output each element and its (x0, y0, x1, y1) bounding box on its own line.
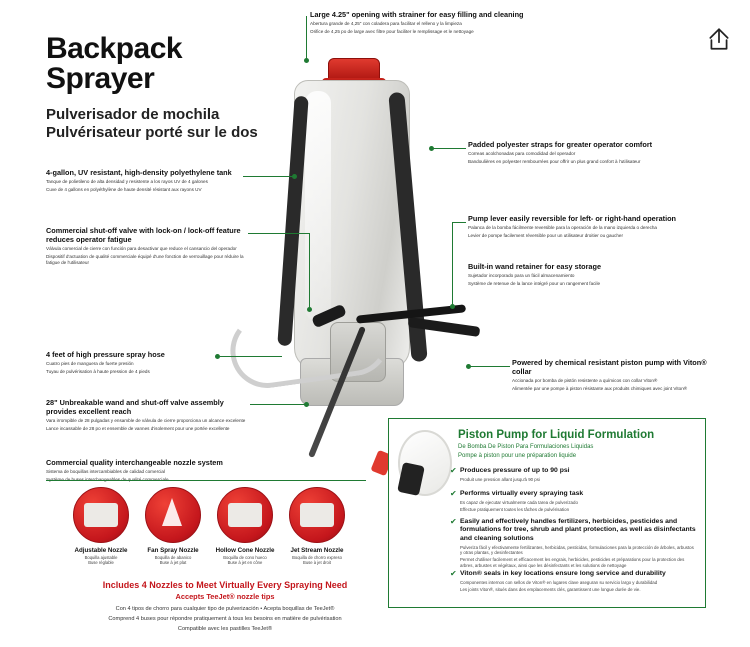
nozzle-glyph (84, 503, 118, 527)
pump-bullet-es: Produit une pression allant jusqu'à 90 psi (460, 476, 540, 482)
callout-leader-line (250, 404, 306, 405)
callout-leader-line (220, 356, 282, 357)
callout-es: Palanca de la bomba fácilmente reversible para la operación de la mano izquierda o derecha (468, 225, 657, 230)
nozzle-glyph (300, 503, 334, 527)
check-icon: ✔ (450, 489, 457, 498)
product-photo (250, 22, 500, 462)
callout-title: Commercial shut-off valve with lock-on / lock-off feature reduces operator fatigue (46, 226, 241, 244)
nozzle-label-es: Boquilla ajustable (84, 555, 118, 560)
callout-es: Sistema de boquillas intercambiables de calidad comercial (46, 469, 165, 474)
callout-es: Sujetador incorporado para un fácil almacenamiento (468, 273, 575, 278)
pump-panel-subtitle-es: De Bomba De Piston Para Formulaciones Liquidas (458, 444, 594, 450)
promo-line-5: Compatible avec les pastilles TeeJet® (177, 626, 273, 632)
page-subtitle-es: Pulverisador de mochila (46, 106, 220, 123)
pump-bullet-fr: Les joints Viton®, situés dans des emplacements clés, garantissent une longue durée de vie. (460, 587, 641, 592)
nozzle-label-es: Boquilla de cono hueco (223, 555, 267, 560)
nozzle-gallery (70, 487, 370, 567)
promo-line-2: Accepts TeeJet® nozzle tips (175, 592, 275, 601)
nozzle-label: Hollow Cone Nozzle (215, 547, 275, 554)
callout-leader-line (306, 16, 307, 62)
callout-dot (466, 364, 471, 369)
callout-leader-line (452, 222, 466, 223)
callout-dot (304, 58, 309, 63)
callout-es: Tanque de polietileno de alta densidad y resistente a los rayos UV de 4 galones (46, 179, 208, 184)
callout-fr: Cuve de 4 gallons en polyéthylène de haute densité résistant aux rayons UV (46, 187, 202, 192)
pump-bullet-fr: Effectue pratiquement toutes les tâches de pulvérisation (460, 507, 570, 512)
check-icon: ✔ (450, 466, 457, 475)
nozzle-label: Jet Stream Nozzle (290, 547, 344, 554)
callout-leader-line (432, 148, 466, 149)
pump-bullet-fr: Permet d'utiliser facilement et efficacement les engrais, herbicides, pesticides et préparations pour la protection des arbres, arbustes et végétaux, ainsi que les désinfectants et les solutions de nettoyage (460, 557, 685, 568)
pump-bullet-title: Viton® seals in key locations ensure long service and durability (460, 570, 666, 577)
page-title-line1: Backpack (46, 32, 183, 65)
nozzle-label: Fan Spray Nozzle (147, 547, 199, 554)
callout-fr: Orifice de 4,25 po de large avec filtre pour faciliter le remplissage et le nettoyage (310, 29, 474, 34)
pump-bullet-title: Performs virtually every spraying task (460, 490, 584, 497)
callout-title: Padded polyester straps for greater operator comfort (468, 140, 653, 149)
pump-bullet-es: Es capaz de ejecutar virtualmente cada tarea de pulverizado (460, 499, 578, 505)
piston-pump-image (392, 424, 458, 510)
promo-line-3: Con 4 tipos de chorro para cualquier tipo de pulverización • Acepta boquillas de TeeJet® (115, 606, 335, 612)
nozzle-photo (289, 487, 345, 543)
callout-leader-line (470, 366, 510, 367)
callout-es: Abertura grande de 4,25" con coladera para facilitar el relleno y la limpieza (310, 21, 462, 26)
nozzle-label-fr: Buse à jet droit (303, 560, 331, 566)
callout-title: Built-in wand retainer for easy storage (468, 262, 601, 271)
page-subtitle-fr: Pulvérisateur porté sur le dos (46, 124, 258, 141)
callout-title: Commercial quality interchangeable nozzle system (46, 458, 223, 467)
callout-wand-assembly (46, 398, 246, 432)
callout-tank (46, 168, 241, 193)
callout-wand-retainer (468, 262, 658, 287)
callout-fr: Alimentée par une pompe à piston résistante aux produits chimiques avec joint Viton® (512, 386, 688, 391)
callout-leader-line (309, 233, 310, 311)
check-icon: ✔ (450, 517, 457, 526)
callout-dot (292, 174, 297, 179)
callout-es: Cuatro pies de manguera de fuerte presión (46, 361, 134, 366)
callout-title: Pump lever easily reversible for left- or right-hand operation (468, 214, 677, 223)
page-title (46, 34, 182, 94)
pump-panel-subtitle-fr: Pompe à piston pour une préparation liquide (458, 453, 577, 459)
nozzle-item-jet-stream[interactable] (286, 487, 348, 566)
callout-title: Powered by chemical resistant piston pump with Viton® collar (512, 358, 707, 376)
callout-fr: Système de retenue de la lance intégré pour un rangement facile (468, 281, 601, 286)
callout-dot (215, 354, 220, 359)
callout-fr: Bandoulières en polyester rembourrées pour offrir un plus grand confort à l'utilisateur (468, 159, 641, 164)
nozzle-glyph (228, 503, 262, 527)
callout-es: Accionada por bomba de pistón resistente a químicos con collar Viton® (512, 378, 658, 383)
promo-line-4: Comprend 4 buses pour répondre pratiquement à tous les besoins en matière de pulvérisation (108, 616, 342, 622)
callout-title: 4 feet of high pressure spray hose (46, 350, 165, 359)
callout-fr: Levier de pompe facilement réversible pour un utilisateur droitier ou gaucher (468, 233, 623, 238)
nozzle-label-fr: Buse à jet en cône (227, 560, 263, 566)
nozzle-label-es: Boquilla de chorro expreso (292, 555, 342, 560)
nozzle-label-fr: Buse réglable (88, 560, 114, 566)
nozzle-photo (217, 487, 273, 543)
pump-bullet-es: Pulveriza fácil y efectivamente fertilizantes, herbicidas, pesticidas, formulaciones para la protección de árboles, arbustos y otras plantas, y desinfectantes (460, 544, 694, 556)
pump-bullet (450, 569, 696, 593)
callout-es: Correas acolchonadas para comodidad del operador (468, 151, 576, 156)
callout-piston-pump (512, 358, 712, 392)
callout-title: 4-gallon, UV resistant, high-density polyethylene tank (46, 168, 232, 177)
callout-dot (307, 307, 312, 312)
nozzle-label-fr: Buse à jet plat (159, 560, 187, 566)
nozzle-item-fan-spray[interactable] (142, 487, 204, 566)
promo-line-1: Includes 4 Nozzles to Meet Virtually Every Spraying Need (102, 580, 348, 590)
share-icon[interactable] (702, 22, 736, 56)
nozzle-label: Adjustable Nozzle (74, 547, 128, 554)
callout-pump-lever (468, 214, 688, 239)
pump-bullet-title: Produces pressure of up to 90 psi (460, 467, 570, 474)
nozzle-photo (73, 487, 129, 543)
check-icon: ✔ (450, 569, 457, 578)
nozzle-item-adjustable[interactable] (70, 487, 132, 566)
page-title-line2: Sprayer (46, 62, 155, 95)
callout-leader-line (248, 233, 310, 234)
callout-fr: Lance incassable de 28 po et ensemble de vannes d'isolement pour une portée excellente (46, 426, 230, 431)
callout-dot (450, 304, 455, 309)
pump-bullet-title: Easily and effectively handles fertilizers, herbicides, pesticides and formulations for tree, shrub and plant protection, as well as disinfectants and cleaning solutions (460, 518, 696, 542)
callout-title: Large 4.25" opening with strainer for easy filling and cleaning (310, 10, 524, 19)
callout-dot (304, 402, 309, 407)
callout-leader-line (46, 480, 366, 481)
pump-panel-title: Piston Pump for Liquid Formulation (458, 429, 655, 441)
nozzle-label-es: Boquilla de abanico (154, 555, 192, 560)
callout-title: 28" Unbreakable wand and shut-off valve assembly provides excellent reach (46, 398, 224, 416)
nozzle-item-hollow-cone[interactable] (214, 487, 276, 566)
callout-leader-line (452, 222, 453, 308)
fan-spray-glyph (162, 498, 182, 526)
nozzle-photo (145, 487, 201, 543)
callout-leader-line (243, 176, 295, 177)
callout-es: Vara irrompible de 28 pulgadas y ensamble de válvula de cierre proporciona un alcance excelente (46, 418, 246, 423)
callout-spray-hose (46, 350, 236, 375)
callout-padded-straps (468, 140, 698, 165)
callout-large-opening (310, 10, 530, 35)
callout-es: Válvula comercial de cierre con función para desactivar que reduce el cansancio del operador (46, 246, 237, 251)
pump-bullet (450, 489, 696, 513)
pump-bullet (450, 517, 696, 569)
pump-bullet-es: Componentes internos con sellos de Viton® en lugares clave aseguran su servicio largo y durabilidad (460, 579, 658, 585)
callout-dot (429, 146, 434, 151)
callout-shutoff-valve (46, 226, 246, 266)
pump-bullet (450, 466, 696, 483)
callout-fr: Tuyau de pulvérisation à haute pression de 4 pieds (46, 369, 150, 374)
callout-fr: Dispositif d'actuation de qualité commerciale équipé d'une fonction de verrouillage pour réduire la fatigue de l'utilisateur (46, 254, 244, 265)
